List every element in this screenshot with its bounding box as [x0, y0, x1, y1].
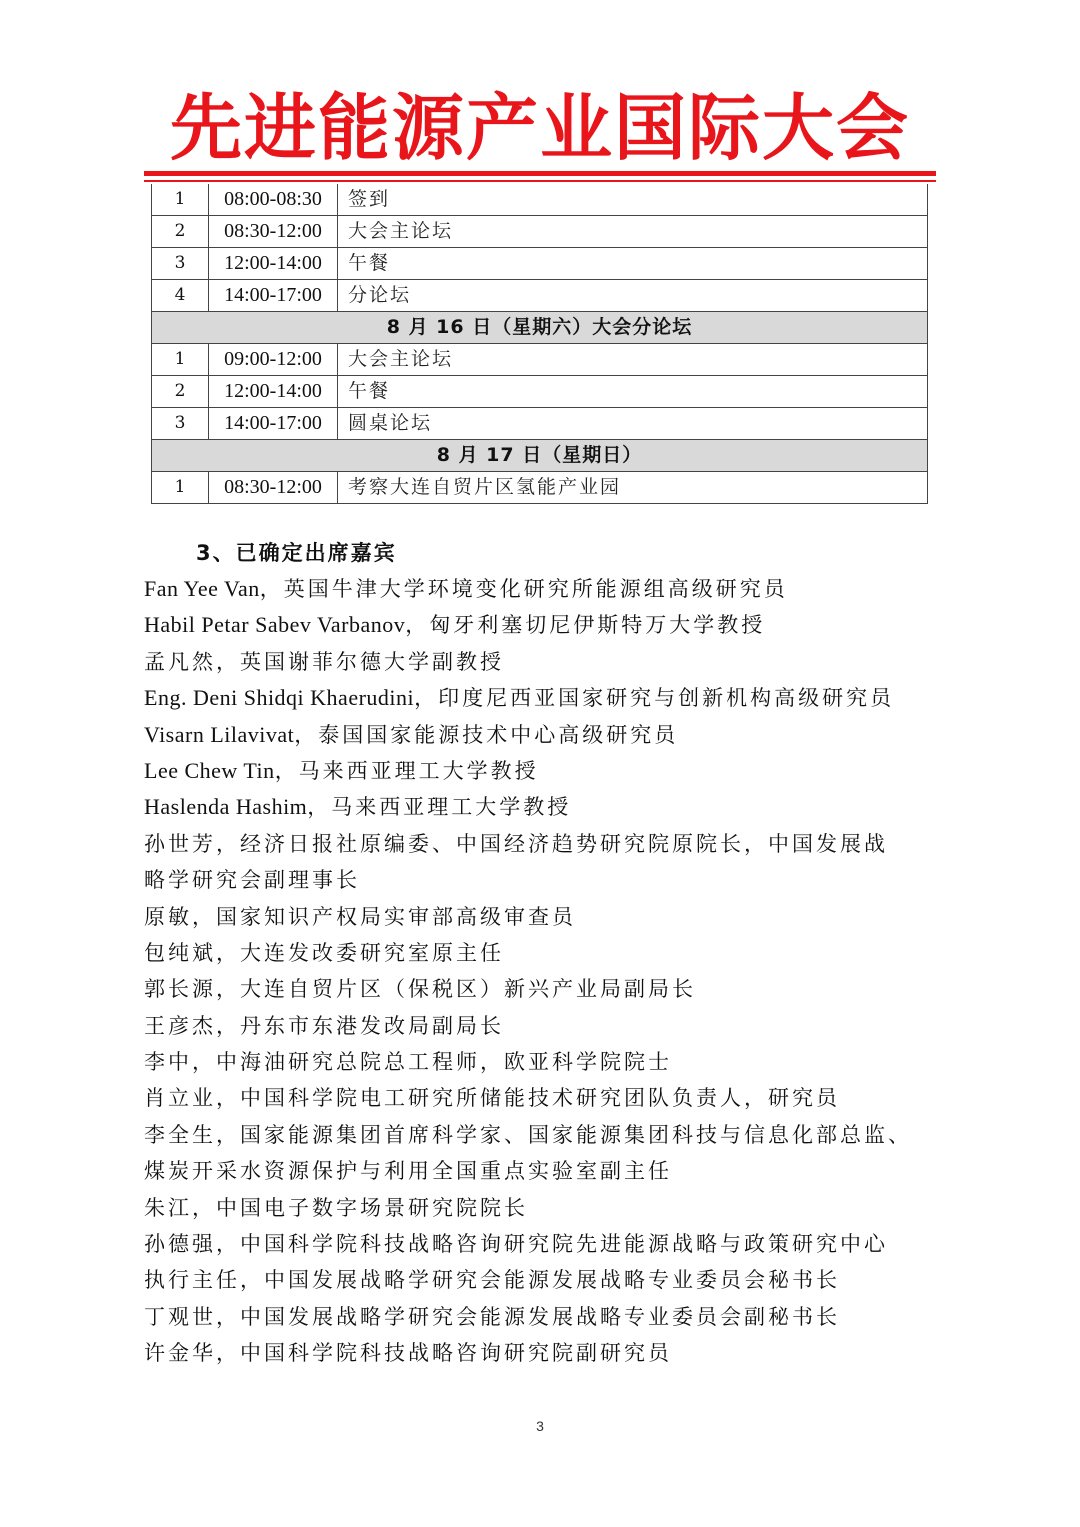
- guest-line: 孙世芳，经济日报社原编委、中国经济趋势研究院原院长，中国发展战: [144, 831, 888, 856]
- header-rule-thick: [144, 171, 936, 176]
- schedule-row-number: 1: [152, 472, 209, 504]
- schedule-row-time: 14:00-17:00: [209, 408, 338, 440]
- schedule-row-time: 08:30-12:00: [209, 472, 338, 504]
- schedule-row-activity: 圆桌论坛: [338, 408, 928, 440]
- schedule-row: [152, 216, 928, 248]
- schedule-row: [152, 408, 928, 440]
- guest-line: 孙德强，中国科学院科技战略咨询研究院先进能源战略与政策研究中心: [144, 1232, 888, 1257]
- guest-line: 王彦杰，丹东市东港发改局副局长: [144, 1013, 504, 1038]
- schedule-row: [152, 344, 928, 376]
- page-number: 3: [536, 1418, 544, 1434]
- schedule-row-number: 1: [152, 344, 209, 376]
- schedule-row-activity: 大会主论坛: [338, 216, 928, 248]
- guest-line: Habil Petar Sabev Varbanov，匈牙利塞切尼伊斯特万大学教授: [144, 612, 766, 638]
- schedule-row-activity: 分论坛: [338, 280, 928, 312]
- guest-line: 李中，中海油研究总院总工程师，欧亚科学院院士: [144, 1050, 672, 1075]
- schedule-row-activity: 大会主论坛: [338, 344, 928, 376]
- schedule-day-label: 8 月 17 日（星期日）: [152, 440, 928, 472]
- guest-line: 包纯斌，大连发改委研究室原主任: [144, 940, 504, 965]
- guest-list: [144, 571, 944, 1372]
- schedule-row-time: 12:00-14:00: [209, 248, 338, 280]
- schedule-row-activity: 签到: [338, 184, 928, 216]
- guest-line: Lee Chew Tin，马来西亚理工大学教授: [144, 757, 539, 783]
- schedule-row-time: 14:00-17:00: [209, 280, 338, 312]
- schedule-day-row: [152, 312, 928, 344]
- schedule-row: [152, 376, 928, 408]
- schedule-row: [152, 280, 928, 312]
- schedule-row-time: 09:00-12:00: [209, 344, 338, 376]
- schedule-row-number: 2: [152, 376, 209, 408]
- guest-line: 执行主任，中国发展战略学研究会能源发展战略专业委员会秘书长: [144, 1268, 840, 1293]
- guest-line: 煤炭开采水资源保护与利用全国重点实验室副主任: [144, 1159, 672, 1184]
- guest-line: 原敏，国家知识产权局实审部高级审查员: [144, 904, 576, 929]
- guest-line: Fan Yee Van，英国牛津大学环境变化研究所能源组高级研究员: [144, 576, 788, 601]
- guest-line: 丁观世，中国发展战略学研究会能源发展战略专业委员会副秘书长: [144, 1304, 840, 1329]
- schedule-row-number: 1: [152, 184, 209, 216]
- guest-line: 略学研究会副理事长: [144, 868, 360, 893]
- schedule-row-number: 3: [152, 408, 209, 440]
- schedule-day-row: [152, 440, 928, 472]
- guest-line: 朱江，中国电子数字场景研究院院长: [144, 1195, 528, 1220]
- schedule-row-activity: 午餐: [338, 376, 928, 408]
- guest-line: 许金华，中国科学院科技战略咨询研究院副研究员: [144, 1341, 672, 1366]
- guest-line: 孟凡然，英国谢菲尔德大学副教授: [144, 649, 504, 674]
- page-title: 先进能源产业国际大会: [169, 86, 910, 170]
- schedule-row-activity: 考察大连自贸片区氢能产业园: [338, 472, 928, 504]
- guest-line: 李全生，国家能源集团首席科学家、国家能源集团科技与信息化部总监、: [144, 1122, 912, 1147]
- schedule-row-activity: 午餐: [338, 248, 928, 280]
- guest-line: Eng. Deni Shidqi Khaerudini，印度尼西亚国家研究与创新机构高级研究员: [144, 685, 895, 711]
- header-rule-thin: [144, 180, 936, 182]
- schedule-day-label: 8 月 16 日（星期六）大会分论坛: [152, 312, 928, 344]
- schedule-row-time: 08:00-08:30: [209, 184, 338, 216]
- schedule-row-number: 2: [152, 216, 209, 248]
- schedule-row-time: 08:30-12:00: [209, 216, 338, 248]
- schedule-table: [151, 184, 928, 504]
- guest-line: Haslenda Hashim，马来西亚理工大学教授: [144, 794, 572, 820]
- schedule-row-number: 4: [152, 280, 209, 312]
- guest-line: Visarn Lilavivat，泰国国家能源技术中心高级研究员: [144, 721, 679, 747]
- guest-line: 肖立业，中国科学院电工研究所储能技术研究团队负责人，研究员: [144, 1086, 840, 1111]
- guests-heading: 3、已确定出席嘉宾: [196, 541, 397, 565]
- guest-line: 郭长源，大连自贸片区（保税区）新兴产业局副局长: [144, 977, 696, 1002]
- schedule-row: [152, 248, 928, 280]
- schedule-row: [152, 184, 928, 216]
- schedule-row-number: 3: [152, 248, 209, 280]
- schedule-row-time: 12:00-14:00: [209, 376, 338, 408]
- schedule-row: [152, 472, 928, 504]
